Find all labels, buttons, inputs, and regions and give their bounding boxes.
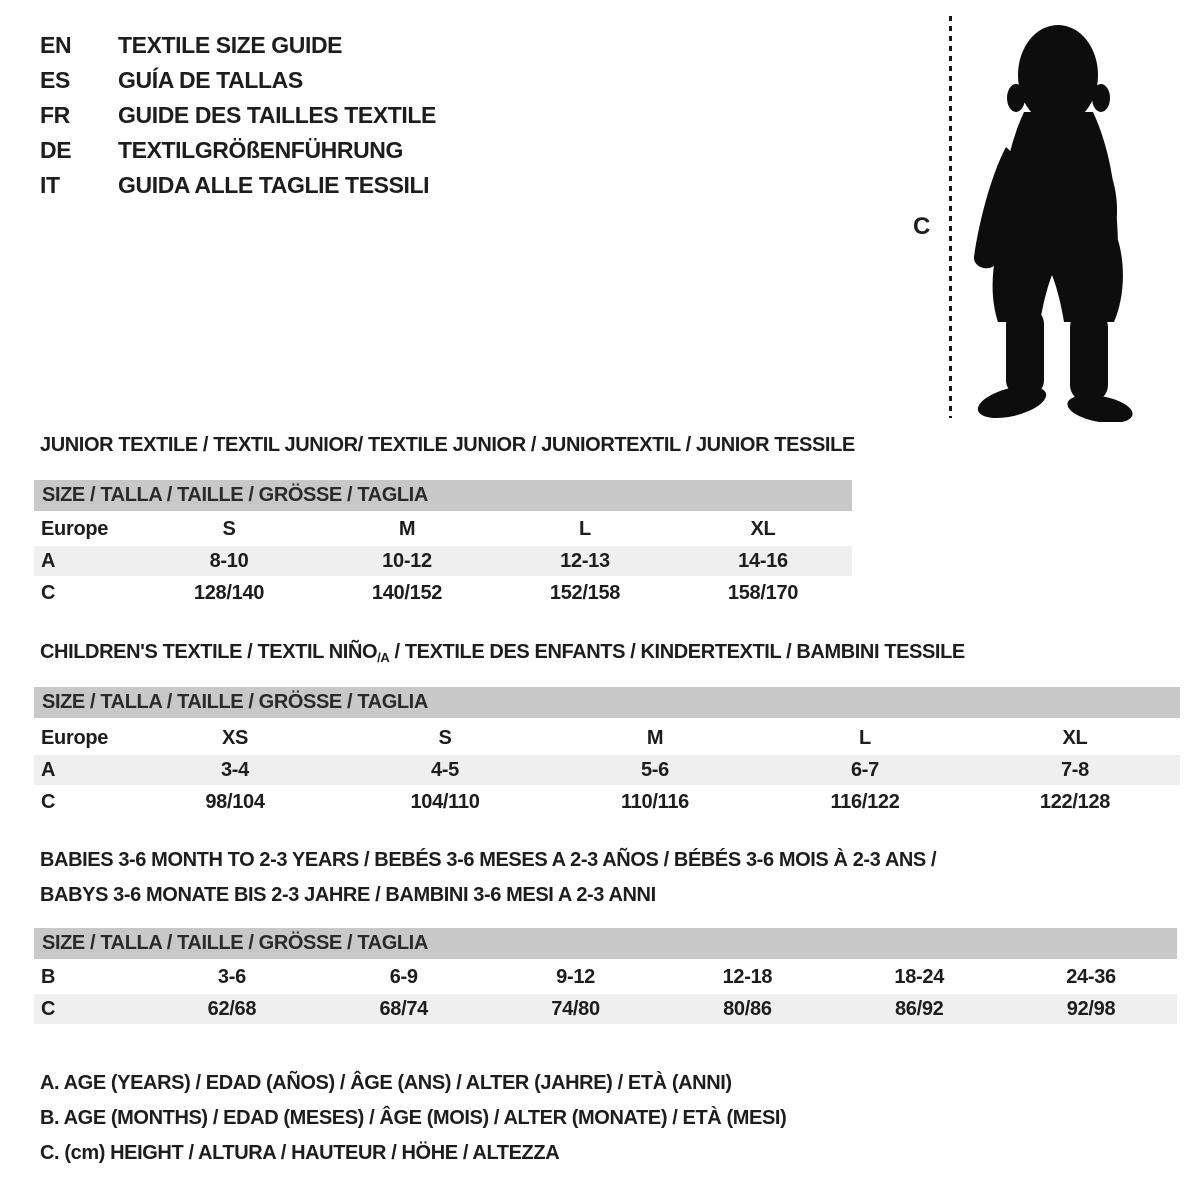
children-row-age	[34, 755, 1180, 785]
row-label: A	[41, 550, 56, 572]
babies-section-title-line1: BABIES 3-6 MONTH TO 2-3 YEARS / BEBÉS 3-6 MESES A 2-3 AÑOS / BÉBÉS 3-6 MOIS À 2-3 ANS /	[40, 849, 937, 871]
lang-row-es	[40, 63, 436, 98]
months-cell: 3-6	[217, 966, 246, 988]
height-cell: 152/158	[549, 582, 621, 604]
height-cell: 68/74	[379, 998, 429, 1020]
age-cell: 4-5	[430, 759, 459, 781]
guide-title-en: TEXTILE SIZE GUIDE	[118, 32, 343, 58]
babies-section-title-line2: BABYS 3-6 MONATE BIS 2-3 JAHRE / BAMBINI 3-6 MESI A 2-3 ANNI	[40, 884, 656, 906]
silhouette-leg-left	[1006, 307, 1044, 397]
size-cell: M	[398, 518, 416, 540]
height-cell: 110/116	[621, 791, 689, 813]
age-cell: 10-12	[382, 550, 432, 572]
children-row-europe	[34, 723, 1180, 753]
height-cell: 62/68	[207, 998, 257, 1020]
height-measure-label: C	[913, 213, 931, 240]
row-label: Europe	[41, 518, 109, 540]
months-cell: 24-36	[1066, 966, 1116, 988]
months-cell: 6-9	[389, 966, 418, 988]
guide-title-es: GUÍA DE TALLAS	[118, 67, 303, 93]
months-cell: 12-18	[722, 966, 773, 988]
silhouette-ear-left	[1007, 84, 1025, 112]
size-cell: XL	[750, 518, 776, 540]
row-label: C	[41, 998, 56, 1020]
guide-title-fr: GUIDE DES TAILLES TEXTILE	[118, 102, 436, 128]
silhouette-ear-right	[1092, 84, 1110, 112]
row-label: C	[41, 582, 56, 604]
lang-row-fr	[40, 98, 436, 133]
children-title-gender-suffix: /A	[377, 650, 390, 665]
children-row-height	[34, 787, 1180, 817]
height-cell: 140/152	[371, 582, 443, 604]
language-title-list	[40, 28, 436, 203]
junior-row-height	[34, 578, 852, 608]
height-cell: 98/104	[205, 791, 265, 813]
silhouette-shorts	[993, 240, 1123, 322]
height-cell: 116/122	[830, 791, 900, 813]
age-cell: 14-16	[738, 550, 788, 572]
months-cell: 9-12	[556, 966, 595, 988]
row-label: A	[41, 759, 56, 781]
legend-line-c: C. (cm) HEIGHT / ALTURA / HAUTEUR / HÖHE / ALTEZZA	[40, 1142, 560, 1164]
children-section-title	[40, 641, 965, 664]
lang-code: ES	[40, 67, 70, 93]
legend-line-b: B. AGE (MONTHS) / EDAD (MESES) / ÂGE (MOIS) / ALTER (MONATE) / ETÀ (MESI)	[40, 1107, 787, 1129]
age-cell: 3-4	[220, 759, 249, 781]
size-cell: M	[646, 727, 664, 749]
junior-row-age	[34, 546, 852, 576]
lang-row-de	[40, 133, 436, 168]
babies-size-header-bar: SIZE / TALLA / TAILLE / GRÖSSE / TAGLIA	[34, 928, 1177, 959]
height-cell: 80/86	[723, 998, 772, 1020]
silhouette-head	[1018, 25, 1098, 125]
months-cell: 18-24	[894, 966, 945, 988]
lang-code: IT	[40, 172, 60, 198]
height-cell: 74/80	[551, 998, 600, 1020]
row-label: Europe	[41, 727, 109, 749]
row-label: B	[41, 966, 56, 988]
legend-line-a: A. AGE (YEARS) / EDAD (AÑOS) / ÂGE (ANS) / ALTER (JAHRE) / ETÀ (ANNI)	[40, 1072, 732, 1094]
height-cell: 128/140	[193, 582, 265, 604]
size-cell: XL	[1062, 727, 1088, 749]
junior-section-title: JUNIOR TEXTILE / TEXTIL JUNIOR/ TEXTILE JUNIOR / JUNIORTEXTIL / JUNIOR TESSILE	[40, 434, 855, 456]
lang-code: DE	[40, 137, 72, 163]
size-cell: XS	[221, 727, 249, 749]
age-cell: 6-7	[850, 759, 879, 781]
guide-title-it: GUIDA ALLE TAGLIE TESSILI	[118, 172, 430, 198]
size-cell: S	[222, 518, 236, 540]
size-cell: L	[859, 727, 871, 749]
lang-row-it	[40, 168, 436, 203]
children-title-main: CHILDREN'S TEXTILE / TEXTIL NIÑO	[40, 641, 378, 663]
age-cell: 5-6	[640, 759, 669, 781]
height-cell: 122/128	[1039, 791, 1111, 813]
age-cell: 7-8	[1060, 759, 1089, 781]
height-cell: 104/110	[410, 791, 480, 813]
toddler-silhouette-image	[950, 12, 1140, 422]
junior-row-europe	[34, 514, 852, 544]
age-cell: 12-13	[560, 550, 610, 572]
height-cell: 92/98	[1066, 998, 1116, 1020]
children-title-rest: / TEXTILE DES ENFANTS / KINDERTEXTIL / BAMBINI TESSILE	[389, 641, 965, 663]
height-cell: 86/92	[894, 998, 944, 1020]
size-cell: L	[579, 518, 591, 540]
babies-row-months	[34, 962, 1177, 992]
silhouette-leg-right	[1070, 310, 1108, 402]
height-cell: 158/170	[727, 582, 799, 604]
size-cell: S	[438, 727, 452, 749]
junior-size-header-bar: SIZE / TALLA / TAILLE / GRÖSSE / TAGLIA	[34, 480, 852, 511]
age-cell: 8-10	[209, 550, 249, 572]
row-label: C	[41, 791, 56, 813]
guide-title-de: TEXTILGRÖßENFÜHRUNG	[118, 137, 403, 163]
children-size-header-bar: SIZE / TALLA / TAILLE / GRÖSSE / TAGLIA	[34, 687, 1180, 718]
lang-row-en	[40, 28, 436, 63]
lang-code: FR	[40, 102, 70, 128]
lang-code: EN	[40, 32, 72, 58]
babies-row-height	[34, 994, 1177, 1024]
